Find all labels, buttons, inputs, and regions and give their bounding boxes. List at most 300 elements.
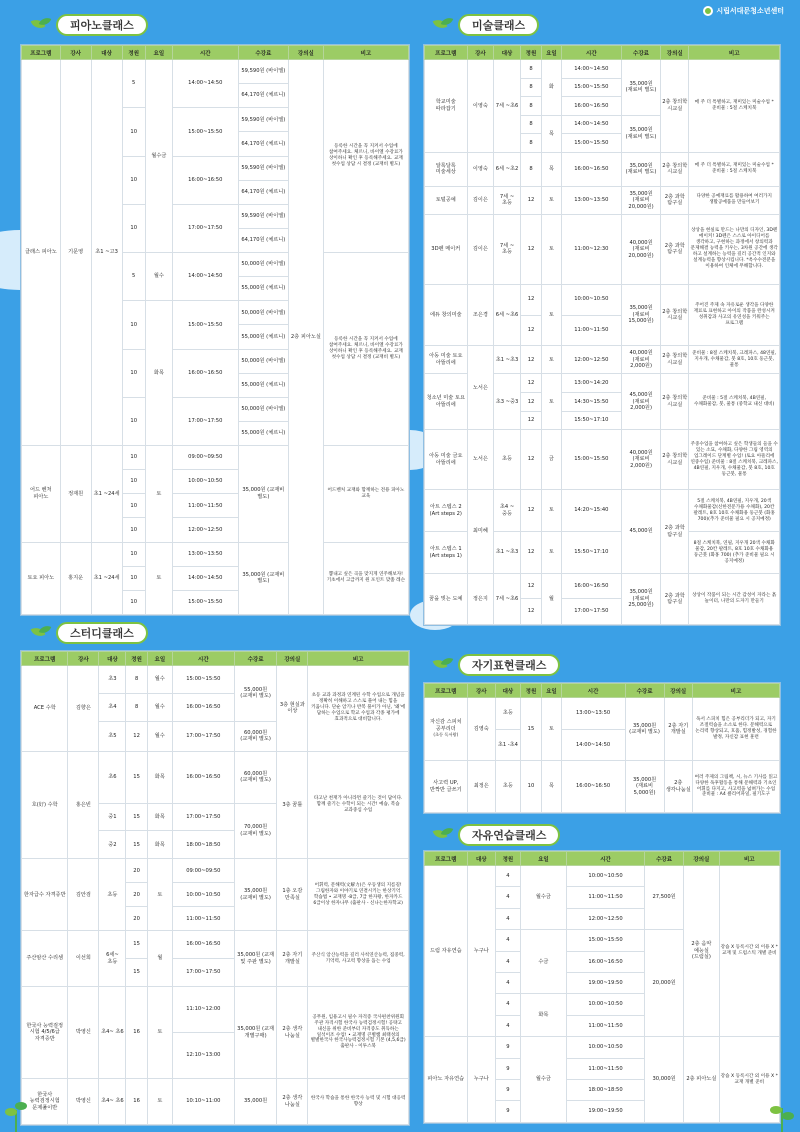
table-cell: 강습 X 등록시간 외 이용 X *교재 및 드럼스틱 개별 준비 <box>719 866 779 1037</box>
column-header: 프로그램 <box>425 46 468 60</box>
table-cell: 59,590원 (바이엘) <box>238 108 288 132</box>
table-cell: 16 <box>126 1079 147 1125</box>
table-cell: 호(好) 수학 <box>22 751 68 859</box>
table-cell: 10 <box>122 470 145 494</box>
table-cell: 17:00~17:50 <box>561 599 621 625</box>
table-cell: 토 <box>542 374 562 430</box>
table-cell: 55,000원 (체르니) <box>238 277 288 301</box>
table-cell: 2층 자기 개발실 <box>664 698 692 761</box>
table-cell: 12 <box>520 392 541 411</box>
table-cell: 64,170원 (체르니) <box>238 132 288 156</box>
table-cell: 6세 ~초2 <box>494 152 521 186</box>
table-cell: 11:00~11:50 <box>172 494 238 518</box>
table-row <box>22 859 409 883</box>
table-cell: 토 <box>542 490 562 532</box>
table-cell: 15:00~15:50 <box>172 590 238 614</box>
table-cell: 2층 창의학 시교실 <box>661 346 689 374</box>
table-cell: 35,000원 (교재비 별도) <box>238 542 288 615</box>
table-cell: 14:00~14:50 <box>172 60 238 108</box>
study-section-title: 스터디클래스 <box>30 622 148 644</box>
table-cell: 35,000원 (재료비 별도) <box>622 115 661 152</box>
table-cell: 14:00~14:50 <box>561 729 625 761</box>
table-cell: 김안검 <box>68 859 99 931</box>
table-cell: 2층 피아노실 <box>288 60 323 615</box>
table-cell: 주산식 암산능력을 길러 사칙연산능력, 집중력, 기억력, 사고력 향상을 돕는 수업 <box>308 931 409 987</box>
column-header: 요일 <box>145 46 172 60</box>
table-cell: 어드 벤처 피아노 <box>22 446 61 543</box>
column-header: 프로그램 <box>425 684 468 698</box>
table-cell: 김영숙 <box>467 698 495 761</box>
table-row <box>425 284 780 315</box>
column-header: 대상 <box>467 852 495 866</box>
table-cell: 15:50~17:10 <box>561 411 621 430</box>
table-cell: ACE 수학 <box>22 666 68 752</box>
table-cell: 12:00~12:50 <box>566 908 644 929</box>
table-cell: 화목 <box>147 751 172 803</box>
table-cell: 아트 스텝스 1 (Art steps 1) <box>425 532 468 574</box>
table-cell: 17:00~17:50 <box>172 397 238 445</box>
table-cell: 35,000원 (재료비 25,000원) <box>622 574 661 625</box>
table-cell: 16:00~16:50 <box>172 751 234 803</box>
table-header <box>425 684 780 698</box>
table-row <box>425 866 780 887</box>
table-cell: 45,000원 <box>622 490 661 574</box>
table-cell: 15 <box>126 931 147 959</box>
column-header: 강의실 <box>288 46 323 60</box>
table-cell: 55,000원 (교재비 별도) <box>234 666 277 722</box>
table-cell: 8 <box>520 152 541 186</box>
table-cell: 14:00~14:50 <box>172 566 238 590</box>
table-cell: 4 <box>495 994 520 1015</box>
table-cell: 35,000원 (재료비 20,000원) <box>622 186 661 214</box>
table-cell: 주산암산 수리셈 <box>22 931 68 987</box>
table-cell: 2층 자기 개발실 <box>277 931 308 987</box>
table-cell: 최미혜 <box>467 490 494 574</box>
table-cell: 16:00~16:50 <box>172 931 234 959</box>
table-cell: 이영숙 <box>467 60 494 153</box>
table-cell: 목 <box>542 152 562 186</box>
table-cell: 2층 과학 탐구실 <box>661 490 689 574</box>
table-cell: 알록달록 미술세상 <box>425 152 468 186</box>
table-cell: 월수 <box>147 693 172 721</box>
column-header: 강의실 <box>277 652 308 666</box>
table-cell: 18:00~18:50 <box>172 831 234 859</box>
table-cell: 35,000원 (재료비 5,000원) <box>625 761 664 813</box>
table-cell: 09:00~09:50 <box>172 859 234 883</box>
table-cell: 15:50~17:10 <box>561 532 621 574</box>
table-cell: 토 <box>147 859 172 931</box>
piano-table <box>20 44 410 616</box>
table-cell: 정재원 <box>60 446 91 543</box>
table-cell: 12 <box>126 721 147 751</box>
table-cell: 10 <box>122 494 145 518</box>
table-cell: 한국사 능력검정시험 문제풀이반 <box>22 1079 68 1125</box>
table-cell: 19:00~19:50 <box>566 973 644 994</box>
free-section-title: 자유연습클래스 <box>432 824 560 846</box>
table-cell: 11:00~11:50 <box>172 907 234 931</box>
table-cell: 화목 <box>145 301 172 446</box>
table-cell: 60,000원 (교재비 별도) <box>234 721 277 751</box>
table-cell: 4 <box>495 908 520 929</box>
table-cell: 20 <box>126 859 147 883</box>
table-cell: 12 <box>520 346 541 374</box>
column-header: 요일 <box>542 684 562 698</box>
table-cell: 다양한 공예재료를 활용하여 여러가지 생활공예품을 만들어보기 <box>689 186 780 214</box>
table-cell: 12 <box>520 186 541 214</box>
column-header: 프로그램 <box>22 652 68 666</box>
table-cell: 피아노 자유연습 <box>425 1037 468 1123</box>
column-header: 강의실 <box>684 852 720 866</box>
table-cell: 박영신 <box>68 987 99 1079</box>
table-cell: 초4~ 초6 <box>99 987 126 1079</box>
table-cell: 6세~ 초등 <box>99 931 126 987</box>
table-cell: 상상이 작품이 되는 시간 감성이 자라는 흙 놀이터, 나만의 도자기 만들기 <box>689 574 780 625</box>
table-cell: 2층 창의학 시교실 <box>661 430 689 490</box>
table-cell: 8절 스케치북, 연필, 지우개 20색 수채화 물감, 20칸 팔레트, 8호 10호 수채화용 둥근붓 (화홍 700) (추가 준비물 필요 시 공지예정) <box>689 532 780 574</box>
table-cell: 35,000원 (교재비 별도) <box>625 698 664 761</box>
column-header: 강사 <box>68 652 99 666</box>
table-row <box>22 751 409 803</box>
table-cell: 박영신 <box>68 1079 99 1125</box>
table-cell: 4 <box>495 887 520 908</box>
column-header: 시간 <box>172 46 238 60</box>
column-header: 시간 <box>172 652 234 666</box>
self-table <box>423 682 781 814</box>
table-cell: 월 <box>542 574 562 625</box>
table-cell: 14:30~15:50 <box>561 392 621 411</box>
table-cell: 14:20~15:40 <box>561 490 621 532</box>
table-cell: 11:00~11:50 <box>566 887 644 908</box>
table-cell: 초등 <box>494 430 521 490</box>
table-cell: 13:00~13:50 <box>561 698 625 730</box>
table-cell: 월수금 <box>520 866 566 930</box>
table-cell: 화목 <box>147 831 172 859</box>
table-cell: 화목 <box>520 994 566 1037</box>
table-cell: 10:00~10:50 <box>566 866 644 887</box>
table-cell: 12 <box>520 430 541 490</box>
column-header: 수강료 <box>622 46 661 60</box>
table-cell: 꿈을 빚는 도예 <box>425 574 468 625</box>
table-cell: 토 <box>147 1079 172 1125</box>
table-row <box>22 542 409 566</box>
table-cell: 15:00~15:50 <box>172 666 234 694</box>
table-cell: 5 <box>122 60 145 108</box>
table-cell: 7세 ~초등 <box>494 186 521 214</box>
table-cell: 9 <box>495 1080 520 1101</box>
table-cell: 초1 ~초3 <box>494 532 521 574</box>
table-cell: 59,590원 (바이엘) <box>238 156 288 180</box>
column-header: 요일 <box>542 46 562 60</box>
table-cell: 등록한 시간을 꼭 지켜서 수업에 참여주세요. 체르니, 바이엘 수강료가 상이하니 확인 후 등록해주세요. 교재 첫수업 상담 시 결정 (교재비 별도) <box>323 60 408 253</box>
leaf-icon <box>30 625 52 641</box>
table-cell: 10 <box>122 566 145 590</box>
leaf-icon <box>432 827 454 843</box>
table-cell: 노서은 <box>467 346 494 430</box>
table-cell: 14:00~14:50 <box>561 60 621 79</box>
table-cell: 사고력 UP, 반짝반 글쓰기 <box>425 761 468 813</box>
column-header: 대상 <box>91 46 122 60</box>
table-cell: 초1 ~24세 <box>91 446 122 543</box>
table-cell: 9 <box>495 1037 520 1058</box>
table-cell: 2층 피아노실 <box>684 1037 720 1123</box>
table-cell: 10:00~10:50 <box>566 1037 644 1058</box>
table-cell: 8 <box>126 693 147 721</box>
table-header <box>22 46 409 60</box>
table-cell: 11:10~12:00 <box>172 987 234 1033</box>
table-cell: 4 <box>495 1015 520 1036</box>
table-cell: 40,000원 (재료비 2,000원) <box>622 430 661 490</box>
table-row <box>425 490 780 532</box>
table-cell: 10 <box>122 397 145 445</box>
table-cell: 2층 과학 탐구실 <box>661 186 689 214</box>
table-cell: 초1 ~고3 <box>91 60 122 446</box>
table-cell: 2층 생각 나눔실 <box>277 1079 308 1125</box>
table-cell: 4 <box>495 973 520 994</box>
table-row <box>425 1037 780 1058</box>
table-cell: 16:00~16:50 <box>566 951 644 972</box>
table-cell: 김이은 <box>467 214 494 284</box>
table-cell: 15 <box>126 831 147 859</box>
table-cell: 15:00~15:50 <box>561 78 621 97</box>
table-cell: 중1 <box>99 803 126 831</box>
table-cell: 35,000원 (교재 개별구매) <box>234 987 277 1079</box>
table-cell: 15:00~15:50 <box>561 134 621 153</box>
table-row <box>425 152 780 186</box>
table-cell: 16:00~16:50 <box>561 152 621 186</box>
table-cell: 이선희 <box>68 931 99 987</box>
table-cell: 09:00~09:50 <box>172 446 238 470</box>
table-cell: 청소년 미술 토요 아뜰리에 <box>425 374 468 430</box>
table-cell: 월수 <box>147 721 172 751</box>
table-cell: 10:00~10:50 <box>172 883 234 907</box>
table-cell: 5절 스케치북, 4B연필, 지우개, 20색 수채화물감(신한전문가용 수채화), 20칸 팔레트, 8호 10호 수채화용 둥근붓 (화홍 700)(추가 준비물 필요 시 공지예정) <box>689 490 780 532</box>
table-cell: 최정은 <box>467 761 495 813</box>
table-row <box>22 1079 409 1125</box>
table-cell: 12 <box>520 490 541 532</box>
table-cell: 11:00~11:50 <box>566 1058 644 1079</box>
table-cell: 15:00~15:50 <box>172 108 238 156</box>
plant-decoration-icon <box>4 1092 28 1132</box>
table-cell: 아동 미술 토요 아뜰리에 <box>425 346 468 374</box>
table-cell: 초등 <box>495 761 520 813</box>
table-cell: 10 <box>520 761 541 813</box>
table-cell: 중2 <box>99 831 126 859</box>
table-cell: 정은지 <box>467 574 494 625</box>
table-cell: 토 <box>542 698 562 761</box>
table-cell: 수금 <box>520 930 566 994</box>
table-cell: 16 <box>126 987 147 1079</box>
table-cell: 16:00~16:50 <box>172 349 238 397</box>
table-cell: 2층 과학 탐구실 <box>661 574 689 625</box>
center-logo: 시립서대문청소년센터 <box>703 6 784 16</box>
table-row <box>22 446 409 470</box>
table-cell: 타고난 천재가 아니라면 즐기는 것이 답이다. 함께 즐기는 수학이 되는 시간! 예습, 복습 교과중심 수업 <box>308 751 409 859</box>
table-cell: 누구나 <box>467 866 495 1037</box>
column-header: 정원 <box>520 684 541 698</box>
table-cell: 15 <box>126 751 147 803</box>
table-cell: 7세 ~초등 <box>494 214 521 284</box>
table-cell: 14:00~14:50 <box>172 253 238 301</box>
table-cell: 아트 스텝스 2 (Art steps 2) <box>425 490 468 532</box>
column-header: 수강료 <box>238 46 288 60</box>
table-cell: 2층 창의학 시교실 <box>661 60 689 153</box>
table-cell: 12 <box>520 374 541 393</box>
table-cell: 10 <box>122 590 145 614</box>
table-cell: 64,170원 (체르니) <box>238 228 288 252</box>
table-cell: 공무원, 임용고시 필수 자격증 국사편찬위원회 주관 자격시험 한국사 능력검정시험! 공략고 내신을 위한 준비부터 자격증도 취득하는 일석이조 수업! • 교재명 큰별쌤 최태성의 별별한국사 한국사능력검정시험 기본 (4,5,6급) 출판사 - 이투스북 <box>308 987 409 1079</box>
table-cell: 김이은 <box>467 186 494 214</box>
table-cell: 등록한 시간을 꼭 지켜서 수업에 참여주세요. 체르니, 바이엘 수강료가 상이하니 확인 후 등록해주세요. 교재 첫수업 상담 시 결정 (교재비 별도) <box>323 253 408 446</box>
table-cell: 9 <box>495 1101 520 1123</box>
column-header: 수강료 <box>234 652 277 666</box>
logo-icon <box>703 6 713 16</box>
table-cell: 45,000원 (재료비 2,000원) <box>622 374 661 430</box>
table-cell: 클래스 피아노 <box>22 60 61 446</box>
table-cell: 월수금 <box>520 1037 566 1123</box>
table-cell: 8 <box>520 78 541 97</box>
table-cell: 19:00~19:50 <box>566 1101 644 1123</box>
table-cell: 10 <box>122 446 145 470</box>
table-cell: 16:00~16:50 <box>172 693 234 721</box>
table-cell: 15 <box>126 959 147 987</box>
table-row <box>425 214 780 284</box>
column-header: 수강료 <box>645 852 684 866</box>
leaf-icon <box>432 657 454 673</box>
study-table <box>20 650 410 1126</box>
column-header: 정원 <box>122 46 145 60</box>
table-row <box>22 987 409 1033</box>
table-cell: 초6 <box>99 751 126 803</box>
table-cell: 4 <box>495 951 520 972</box>
table-cell: 30,000원 <box>645 1037 684 1123</box>
table-cell: 금 <box>542 430 562 490</box>
table-cell: 초3 <box>99 666 126 694</box>
table-cell: 화 <box>542 60 562 116</box>
table-cell: 10 <box>122 108 145 156</box>
table-cell: 준비물 : 5절 스케치북, 4B연필, 수채화물감, 붓, 물통 (중학교 내신 대비) <box>689 374 780 430</box>
column-header: 강사 <box>467 684 495 698</box>
table-row <box>22 931 409 959</box>
table-cell: 학교미술 따라잡기 <box>425 60 468 153</box>
table-cell: 홍은빈 <box>68 751 99 859</box>
table-cell: 뽑내고 싶은 곡을 맞지게 연주해보자! 기초에서 고급까지 원 포인트 맞춤 레슨 <box>323 542 408 615</box>
table-cell: 자신감 스피치 공부리더 (초등 독서왕) <box>425 698 468 761</box>
table-cell: 2층 생각나눔실 <box>664 761 692 813</box>
plant-decoration-icon <box>770 1092 794 1132</box>
column-header: 비고 <box>308 652 409 666</box>
table-cell: 40,000원 (재료비 20,000원) <box>622 214 661 284</box>
table-cell: 16:00~16:50 <box>561 761 625 813</box>
table-cell: 3층 현실과 이상 <box>277 666 308 752</box>
table-cell: 여러 주제의 그림책, 시, 뉴스 기사를 읽고 다양한 독후활동을 통해 문해력과 기초인 어휘를 다지고, 사고력을 넓혀가는 수업 준비물 : A4 클리어파일, 필기도구 <box>692 761 779 813</box>
table-cell: 목 <box>542 761 562 813</box>
table-cell: 17:00~17:50 <box>172 959 234 987</box>
column-header: 정원 <box>495 852 520 866</box>
table-cell: 아동 미술 금요 아뜰리에 <box>425 430 468 490</box>
table-cell: 월수 <box>145 253 172 301</box>
table-cell: 김향은 <box>68 666 99 752</box>
leaf-icon <box>30 17 52 33</box>
table-cell: 토 <box>542 186 562 214</box>
column-header: 요일 <box>147 652 172 666</box>
table-row <box>425 574 780 599</box>
column-header: 비고 <box>689 46 780 60</box>
table-cell: 4 <box>495 930 520 951</box>
table-cell: 독서 스피치 힘은 공부리더가 되고, 자기 조절력습을 소소로 한다. 문해력으로 논리력 향상되고, 호흡, 힘정발성, 경험한 발정, 자신감 표현 훈련 <box>692 698 779 761</box>
table-cell: 월수 <box>147 666 172 694</box>
table-cell: 14:00~14:50 <box>561 115 621 134</box>
column-header: 정원 <box>126 652 147 666</box>
table-cell: 15 <box>126 803 147 831</box>
leaf-icon <box>432 17 454 33</box>
column-header: 비고 <box>692 684 779 698</box>
table-cell: 토요 피아노 <box>22 542 61 615</box>
table-cell: 목 <box>542 115 562 152</box>
table-cell: 16:00~16:50 <box>172 156 238 204</box>
table-cell: 3층 꿈틀 <box>277 751 308 859</box>
table-cell: 초5 <box>99 721 126 751</box>
table-cell: 64,170원 (체르니) <box>238 180 288 204</box>
table-cell: 초4 <box>99 693 126 721</box>
table-cell: 12 <box>520 532 541 574</box>
table-row <box>22 60 409 84</box>
table-cell: 10:00~10:50 <box>172 470 238 494</box>
table-row <box>425 698 780 730</box>
table-row <box>22 666 409 694</box>
table-row <box>425 761 780 813</box>
table-cell: 초1 -초4 <box>495 729 520 761</box>
table-cell: 35,000원 (교재 및 주판 별도) <box>234 931 277 987</box>
table-cell: 64,170원 (체르니) <box>238 84 288 108</box>
table-cell: 13:00~13:50 <box>172 542 238 566</box>
table-cell: 59,590원 (바이엘) <box>238 60 288 84</box>
table-cell: 12 <box>520 284 541 315</box>
column-header: 대상 <box>494 46 521 60</box>
table-cell: 월수금 <box>145 60 172 253</box>
table-cell: 조은경 <box>467 284 494 346</box>
table-cell: 10 <box>122 542 145 566</box>
table-cell: 10:00~10:50 <box>566 994 644 1015</box>
table-cell: 12 <box>520 315 541 346</box>
column-header: 비고 <box>323 46 408 60</box>
table-cell: 8 <box>520 60 541 79</box>
table-cell: 토 <box>145 542 172 615</box>
table-cell: 70,000원 (교재비 별도) <box>234 803 277 859</box>
table-row <box>425 186 780 214</box>
table-cell: 토 <box>542 346 562 374</box>
table-header <box>425 46 780 60</box>
piano-section-title: 피아노클래스 <box>30 14 148 36</box>
table-cell: 토털공예 <box>425 186 468 214</box>
column-header: 시간 <box>566 852 644 866</box>
table-cell: 10:10~11:00 <box>172 1079 234 1125</box>
table-cell: 35,000원 (재료비 15,000원) <box>622 284 661 346</box>
table-cell: 초1 ~초3 <box>494 346 521 374</box>
table-cell: 17:00~17:50 <box>172 803 234 831</box>
table-cell: 매 주 더 특별하고, 재미있는 미술수업 *준비물 : 5절 스케치북 <box>689 152 780 186</box>
column-header: 대상 <box>495 684 520 698</box>
table-cell: 토 <box>542 284 562 346</box>
table-cell: 12:00~12:50 <box>561 346 621 374</box>
table-cell: 11:00~11:50 <box>566 1015 644 1036</box>
column-header: 대상 <box>99 652 126 666</box>
table-cell: 3D펜 메이커 <box>425 214 468 284</box>
table-cell: 2층 음악 예능실 (드럼실) <box>684 866 720 1037</box>
column-header: 강의실 <box>664 684 692 698</box>
table-cell: 15:00~15:50 <box>172 301 238 349</box>
table-cell: 18:00~18:50 <box>566 1080 644 1101</box>
table-cell: 35,000원 (교재비 별도) <box>238 446 288 543</box>
